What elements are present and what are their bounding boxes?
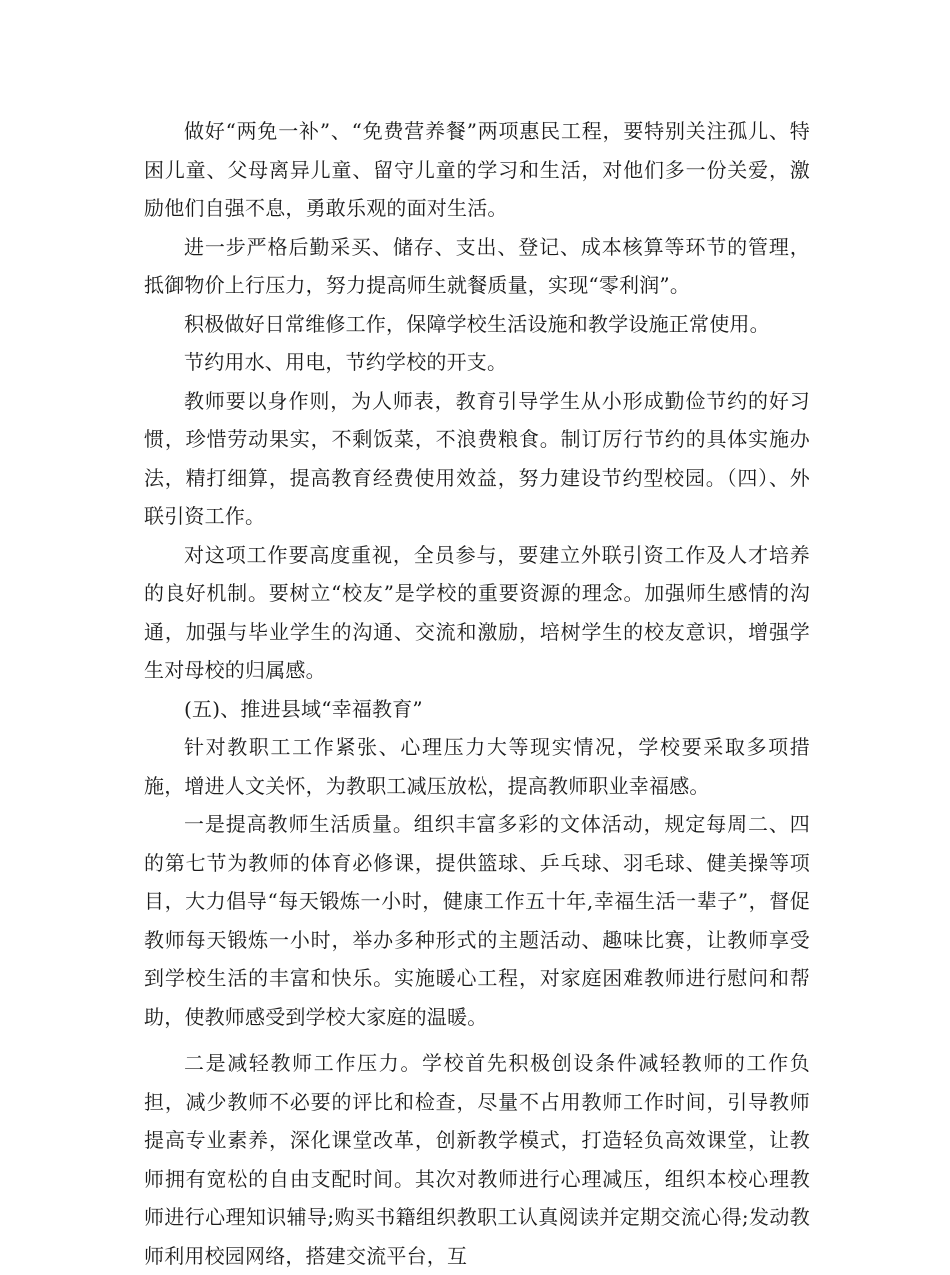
document-body bbox=[144, 112, 810, 1275]
paragraph-free-meals: 做好“两免一补”、“免费营养餐”两项惠民工程，要特别关注孤儿、特困儿童、父母离异儿童、留守儿童的学习和生活，对他们多一份关爱，激励他们自强不息，勇敢乐观的面对生活。 bbox=[144, 119, 810, 220]
paragraph-saving: 节约用水、用电，节约学校的开支。 bbox=[184, 350, 508, 374]
paragraph-alumni: 对这项工作要高度重视，全员参与，要建立外联引资工作及人才培养的良好机制。要树立“校友”是学校的重要资源的理念。加强师生感情的沟通，加强与毕业学生的沟通、交流和激励，培树学生的校友意识，增强学生对母校的归属感。 bbox=[144, 542, 810, 682]
paragraph-maintenance: 积极做好日常维修工作，保障学校生活设施和教学设施正常使用。 bbox=[184, 311, 770, 336]
paragraph-logistics: 进一步严格后勤采买、储存、支出、登记、成本核算等环节的管理，抵御物价上行压力，努力提高师生就餐质量，实现“零利润”。 bbox=[144, 234, 810, 297]
paragraph-care-measures: 针对教职工工作紧张、心理压力大等现实情况，学校要采取多项措施，增进人文关怀，为教职工减压放松，提高教师职业幸福感。 bbox=[144, 735, 810, 798]
paragraph-teacher-example: 教师要以身作则，为人师表，教育引导学生从小形成勤俭节约的好习惯，珍惜劳动果实，不剩饭菜，不浪费粮食。制订厉行节约的具体实施办法，精打细算，提高教育经费使用效益，努力建设节约型校园。（四）、外联引资工作。 bbox=[144, 388, 810, 528]
paragraph-reduce-pressure: 二是减轻教师工作压力。学校首先积极创设条件减轻教师的工作负担，减少教师不必要的评比和检查，尽量不占用教师工作时间，引导教师提高专业素养，深化课堂改革，创新教学模式，打造轻负高效课堂，让教师拥有宽松的自由支配时间。其次对教师进行心理减压，组织本校心理教师进行心理知识辅导;购买书籍组织教职工认真阅读并定期交流心得;发动教师利用校园网络，搭建交流平台，互 bbox=[144, 1051, 810, 1268]
section-heading-happy-education: (五)、推进县域“幸福教育” bbox=[184, 696, 423, 721]
paragraph-life-quality: 一是提高教师生活质量。组织丰富多彩的文体活动，规定每周二、四的第七节为教师的体育必修课，提供篮球、乒乓球、羽毛球、健美操等项目，大力倡导“每天锻炼一小时，健康工作五十年,幸福生活一辈子”，督促教师每天锻炼一小时，举办多种形式的主题活动、趣味比赛，让教师享受到学校生活的丰富和快乐。实施暖心工程，对家庭困难教师进行慰问和帮助，使教师感受到学校大家庭的温暖。 bbox=[144, 812, 810, 1029]
